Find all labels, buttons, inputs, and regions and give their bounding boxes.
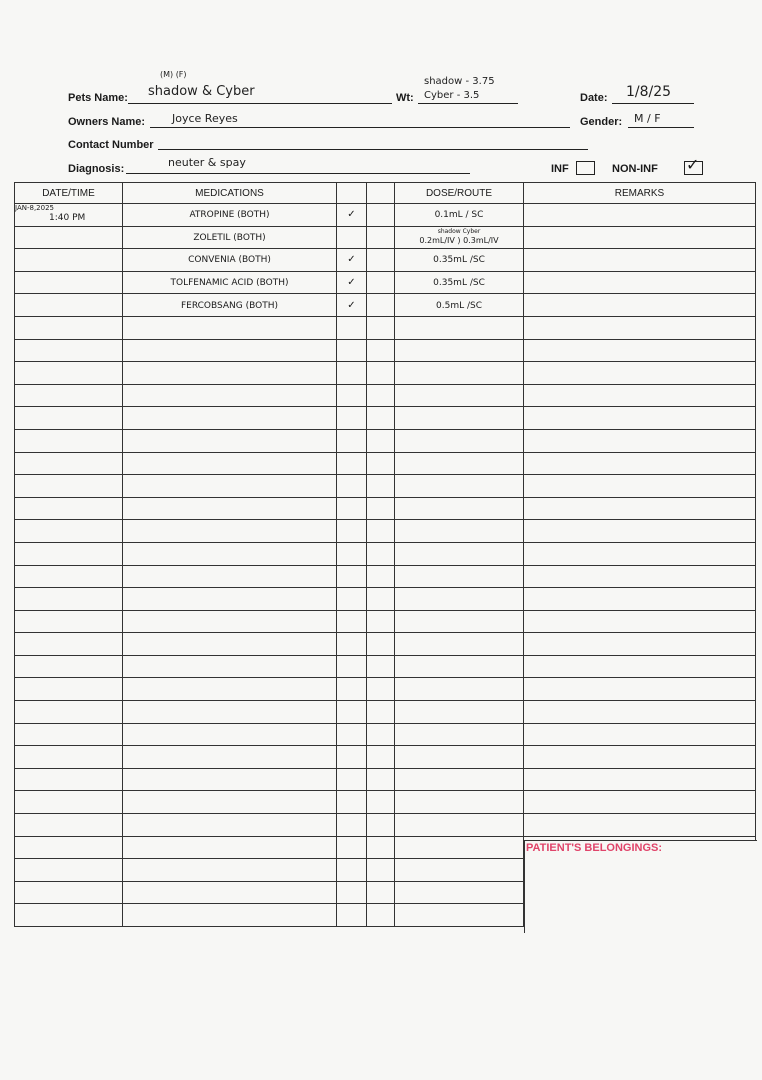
table-cell[interactable] bbox=[367, 746, 395, 769]
table-cell[interactable] bbox=[337, 768, 367, 791]
wt-line bbox=[418, 103, 518, 104]
table-cell[interactable] bbox=[15, 316, 123, 339]
table-cell[interactable] bbox=[337, 565, 367, 588]
table-row bbox=[15, 316, 756, 339]
table-cell[interactable] bbox=[123, 565, 337, 588]
table-row bbox=[15, 226, 756, 249]
table-row bbox=[15, 746, 756, 769]
table-cell[interactable] bbox=[524, 723, 756, 746]
table-cell[interactable] bbox=[123, 678, 337, 701]
contact-line bbox=[158, 149, 588, 150]
table-cell[interactable] bbox=[123, 452, 337, 475]
table-row bbox=[15, 542, 756, 565]
medication-name: ATROPINE (BOTH) bbox=[189, 210, 270, 221]
table-cell[interactable] bbox=[337, 836, 367, 859]
table-cell[interactable] bbox=[123, 429, 337, 452]
col-header-dose-route: DOSE/ROUTE bbox=[395, 183, 524, 204]
table-cell[interactable] bbox=[337, 339, 367, 362]
table-cell[interactable] bbox=[524, 633, 756, 656]
date-label: Date: bbox=[580, 92, 608, 104]
time-entry: 1:40 PM bbox=[49, 213, 86, 223]
table-cell[interactable] bbox=[15, 768, 123, 791]
wt-value-shadow[interactable]: shadow - 3.75 bbox=[424, 76, 495, 87]
table-cell[interactable] bbox=[524, 768, 756, 791]
table-cell[interactable] bbox=[337, 407, 367, 430]
contact-label: Contact Number bbox=[68, 139, 154, 151]
table-cell[interactable] bbox=[15, 655, 123, 678]
table-cell[interactable] bbox=[15, 791, 123, 814]
table-cell[interactable] bbox=[337, 475, 367, 498]
date-entry: JAN-8,2025 bbox=[15, 204, 54, 212]
table-cell[interactable] bbox=[367, 655, 395, 678]
dose-route: 0.35mL /SC bbox=[433, 255, 485, 266]
table-cell[interactable] bbox=[524, 475, 756, 498]
table-cell[interactable] bbox=[524, 362, 756, 385]
table-cell[interactable] bbox=[395, 678, 524, 701]
table-cell[interactable] bbox=[395, 588, 524, 611]
table-cell[interactable] bbox=[524, 610, 756, 633]
table-cell[interactable] bbox=[395, 701, 524, 724]
medication-name: TOLFENAMIC ACID (BOTH) bbox=[170, 278, 289, 289]
table-row bbox=[15, 768, 756, 791]
table-cell[interactable] bbox=[15, 723, 123, 746]
table-cell[interactable] bbox=[15, 633, 123, 656]
table-cell[interactable] bbox=[123, 588, 337, 611]
table-cell[interactable] bbox=[367, 316, 395, 339]
table-cell[interactable] bbox=[337, 791, 367, 814]
dose-route: 0.5mL /SC bbox=[436, 300, 482, 311]
table-cell[interactable] bbox=[367, 520, 395, 543]
table-cell[interactable] bbox=[337, 316, 367, 339]
table-cell[interactable] bbox=[395, 565, 524, 588]
dose-note: shadow Cyber bbox=[437, 228, 481, 236]
table-row bbox=[15, 655, 756, 678]
table-cell[interactable] bbox=[123, 791, 337, 814]
table-cell[interactable] bbox=[337, 362, 367, 385]
table-cell[interactable] bbox=[15, 362, 123, 385]
table-cell[interactable] bbox=[367, 407, 395, 430]
pets-name-label: Pets Name: bbox=[68, 92, 128, 104]
table-cell[interactable] bbox=[123, 655, 337, 678]
table-cell[interactable] bbox=[367, 565, 395, 588]
table-cell[interactable] bbox=[337, 723, 367, 746]
table-cell[interactable] bbox=[123, 475, 337, 498]
table-cell[interactable] bbox=[395, 768, 524, 791]
table-cell[interactable] bbox=[123, 497, 337, 520]
table-cell[interactable] bbox=[123, 836, 337, 859]
table-cell[interactable] bbox=[524, 678, 756, 701]
pets-name-value[interactable]: shadow & Cyber bbox=[148, 84, 255, 99]
table-cell[interactable] bbox=[15, 475, 123, 498]
medication-name: ZOLETIL (BOTH) bbox=[193, 232, 266, 243]
table-cell[interactable] bbox=[395, 836, 524, 859]
table-cell[interactable] bbox=[395, 520, 524, 543]
table-cell[interactable] bbox=[123, 316, 337, 339]
table-cell[interactable] bbox=[367, 701, 395, 724]
table-cell[interactable] bbox=[337, 384, 367, 407]
patients-belongings-label: PATIENT'S BELONGINGS: bbox=[526, 842, 663, 854]
table-cell[interactable] bbox=[15, 588, 123, 611]
table-cell[interactable] bbox=[15, 904, 123, 927]
table-cell[interactable] bbox=[395, 497, 524, 520]
table-cell[interactable] bbox=[123, 633, 337, 656]
table-cell[interactable] bbox=[123, 339, 337, 362]
table-cell[interactable] bbox=[15, 836, 123, 859]
owners-name-label: Owners Name: bbox=[68, 116, 146, 128]
table-cell[interactable] bbox=[337, 588, 367, 611]
dose-route: 0.1mL / SC bbox=[434, 210, 484, 221]
table-cell[interactable] bbox=[524, 520, 756, 543]
table-cell[interactable] bbox=[367, 723, 395, 746]
table-row bbox=[15, 407, 756, 430]
table-row bbox=[15, 520, 756, 543]
table-cell[interactable] bbox=[15, 746, 123, 769]
table-cell[interactable] bbox=[367, 339, 395, 362]
table-cell[interactable] bbox=[123, 723, 337, 746]
table-cell[interactable] bbox=[395, 881, 524, 904]
table-cell[interactable] bbox=[524, 655, 756, 678]
table-cell[interactable] bbox=[337, 701, 367, 724]
table-cell[interactable] bbox=[367, 429, 395, 452]
table-cell[interactable] bbox=[524, 565, 756, 588]
table-cell[interactable] bbox=[337, 520, 367, 543]
table-cell[interactable] bbox=[524, 791, 756, 814]
col-header-check-1 bbox=[337, 183, 367, 204]
table-cell[interactable] bbox=[367, 362, 395, 385]
table-cell[interactable] bbox=[367, 633, 395, 656]
table-cell[interactable] bbox=[337, 746, 367, 769]
noninf-check-mark: ✓ bbox=[686, 157, 700, 174]
table-cell[interactable] bbox=[524, 588, 756, 611]
table-cell[interactable] bbox=[395, 746, 524, 769]
table-cell[interactable] bbox=[337, 814, 367, 837]
table-cell[interactable] bbox=[15, 678, 123, 701]
noninf-label: NON-INF bbox=[612, 163, 658, 175]
table-cell[interactable] bbox=[337, 678, 367, 701]
given-check: ✓ bbox=[347, 254, 356, 266]
table-cell[interactable] bbox=[395, 384, 524, 407]
table-cell[interactable] bbox=[395, 610, 524, 633]
table-cell[interactable] bbox=[395, 452, 524, 475]
table-cell[interactable] bbox=[395, 429, 524, 452]
table-cell[interactable] bbox=[123, 904, 337, 927]
empty-rows bbox=[15, 316, 756, 926]
table-cell[interactable] bbox=[15, 384, 123, 407]
diagnosis-line bbox=[126, 173, 470, 174]
gender-value[interactable]: M / F bbox=[634, 112, 661, 125]
wt-label: Wt: bbox=[396, 92, 414, 104]
table-cell[interactable] bbox=[395, 633, 524, 656]
table-cell[interactable] bbox=[395, 339, 524, 362]
table-cell[interactable] bbox=[524, 497, 756, 520]
diagnosis-label: Diagnosis: bbox=[68, 163, 125, 175]
table-cell[interactable] bbox=[367, 497, 395, 520]
table-row bbox=[15, 588, 756, 611]
table-cell[interactable] bbox=[337, 452, 367, 475]
table-cell[interactable] bbox=[15, 429, 123, 452]
table-cell[interactable] bbox=[367, 836, 395, 859]
table-row bbox=[15, 339, 756, 362]
table-cell[interactable] bbox=[337, 497, 367, 520]
table-cell[interactable] bbox=[337, 429, 367, 452]
table-cell[interactable] bbox=[123, 610, 337, 633]
table-cell[interactable] bbox=[367, 384, 395, 407]
given-check: ✓ bbox=[347, 299, 356, 311]
table-cell[interactable] bbox=[367, 610, 395, 633]
table-cell[interactable] bbox=[123, 746, 337, 769]
col-header-medications: MEDICATIONS bbox=[123, 183, 337, 204]
table-row bbox=[15, 271, 756, 294]
table-cell[interactable] bbox=[367, 881, 395, 904]
table-cell[interactable] bbox=[367, 768, 395, 791]
gender-label: Gender: bbox=[580, 116, 623, 128]
table-cell[interactable] bbox=[15, 859, 123, 882]
table-cell[interactable] bbox=[524, 814, 756, 837]
medication-name: CONVENIA (BOTH) bbox=[188, 255, 271, 266]
table-cell[interactable] bbox=[15, 520, 123, 543]
table-cell[interactable] bbox=[367, 859, 395, 882]
table-cell[interactable] bbox=[123, 362, 337, 385]
table-cell[interactable] bbox=[395, 814, 524, 837]
table-cell[interactable] bbox=[123, 881, 337, 904]
table-row bbox=[15, 249, 756, 272]
table-cell[interactable] bbox=[395, 723, 524, 746]
inf-label: INF bbox=[551, 163, 569, 175]
owners-name-line bbox=[150, 127, 570, 128]
table-cell[interactable] bbox=[123, 407, 337, 430]
table-row bbox=[15, 204, 756, 227]
table-cell[interactable] bbox=[15, 497, 123, 520]
table-cell[interactable] bbox=[367, 452, 395, 475]
table-row bbox=[15, 362, 756, 385]
table-cell[interactable] bbox=[15, 814, 123, 837]
given-check: ✓ bbox=[347, 209, 356, 221]
table-cell[interactable] bbox=[367, 814, 395, 837]
table-cell[interactable] bbox=[524, 407, 756, 430]
table-row bbox=[15, 610, 756, 633]
table-cell[interactable] bbox=[395, 362, 524, 385]
owners-name-value[interactable]: Joyce Reyes bbox=[172, 112, 238, 125]
table-cell[interactable] bbox=[123, 814, 337, 837]
table-cell[interactable] bbox=[337, 881, 367, 904]
table-cell[interactable] bbox=[123, 542, 337, 565]
pets-gender-marks: (M) (F) bbox=[160, 70, 187, 79]
medication-table bbox=[14, 182, 756, 927]
medication-name: FERCOBSANG (BOTH) bbox=[180, 300, 279, 311]
table-cell[interactable] bbox=[15, 610, 123, 633]
table-header-row bbox=[15, 183, 756, 204]
inf-checkbox[interactable] bbox=[576, 161, 595, 175]
table-row bbox=[15, 429, 756, 452]
pets-name-line bbox=[128, 103, 392, 104]
table-row bbox=[15, 814, 756, 837]
table-cell[interactable] bbox=[123, 859, 337, 882]
col-header-remarks: REMARKS bbox=[524, 183, 756, 204]
table-cell[interactable] bbox=[367, 475, 395, 498]
table-cell[interactable] bbox=[367, 904, 395, 927]
table-cell[interactable] bbox=[395, 542, 524, 565]
table-row bbox=[15, 452, 756, 475]
date-value[interactable]: 1/8/25 bbox=[626, 84, 672, 100]
col-header-check-2 bbox=[367, 183, 395, 204]
table-row bbox=[15, 701, 756, 724]
table-cell[interactable] bbox=[395, 904, 524, 927]
table-cell[interactable] bbox=[123, 768, 337, 791]
dose-route: 0.2mL/IV ) 0.3mL/IV bbox=[419, 236, 499, 246]
table-cell[interactable] bbox=[524, 384, 756, 407]
table-cell[interactable] bbox=[337, 859, 367, 882]
table-cell[interactable] bbox=[15, 452, 123, 475]
table-cell[interactable] bbox=[524, 701, 756, 724]
table-row bbox=[15, 633, 756, 656]
table-cell[interactable] bbox=[367, 542, 395, 565]
table-cell[interactable] bbox=[524, 339, 756, 362]
table-cell[interactable] bbox=[524, 542, 756, 565]
table-row bbox=[15, 723, 756, 746]
table-row bbox=[15, 791, 756, 814]
table-row bbox=[15, 565, 756, 588]
table-row bbox=[15, 384, 756, 407]
table-cell[interactable] bbox=[123, 520, 337, 543]
table-cell[interactable] bbox=[337, 655, 367, 678]
table-cell[interactable] bbox=[524, 452, 756, 475]
table-cell[interactable] bbox=[395, 859, 524, 882]
table-row bbox=[15, 294, 756, 317]
table-cell[interactable] bbox=[395, 407, 524, 430]
gender-line bbox=[628, 127, 694, 128]
table-cell[interactable] bbox=[395, 655, 524, 678]
dose-route: 0.35mL /SC bbox=[433, 278, 485, 289]
wt-value-cyber[interactable]: Cyber - 3.5 bbox=[424, 90, 480, 101]
table-row bbox=[15, 497, 756, 520]
table-row bbox=[15, 475, 756, 498]
table-cell[interactable] bbox=[395, 316, 524, 339]
table-cell[interactable] bbox=[123, 384, 337, 407]
table-cell[interactable] bbox=[15, 701, 123, 724]
table-cell[interactable] bbox=[123, 701, 337, 724]
table-cell[interactable] bbox=[337, 610, 367, 633]
table-cell[interactable] bbox=[15, 542, 123, 565]
table-cell[interactable] bbox=[395, 475, 524, 498]
table-cell[interactable] bbox=[367, 678, 395, 701]
diagnosis-value[interactable]: neuter & spay bbox=[168, 156, 246, 169]
table-cell[interactable] bbox=[15, 339, 123, 362]
table-cell[interactable] bbox=[337, 633, 367, 656]
table-cell[interactable] bbox=[337, 542, 367, 565]
table-cell[interactable] bbox=[15, 407, 123, 430]
table-cell[interactable] bbox=[395, 791, 524, 814]
table-cell[interactable] bbox=[15, 881, 123, 904]
table-cell[interactable] bbox=[337, 904, 367, 927]
table-cell[interactable] bbox=[15, 565, 123, 588]
table-cell[interactable] bbox=[524, 316, 756, 339]
col-header-date-time: DATE/TIME bbox=[15, 183, 123, 204]
given-check: ✓ bbox=[347, 277, 356, 289]
date-line bbox=[612, 103, 694, 104]
table-cell[interactable] bbox=[524, 429, 756, 452]
table-cell[interactable] bbox=[367, 791, 395, 814]
table-row bbox=[15, 678, 756, 701]
table-cell[interactable] bbox=[524, 746, 756, 769]
table-cell[interactable] bbox=[367, 588, 395, 611]
